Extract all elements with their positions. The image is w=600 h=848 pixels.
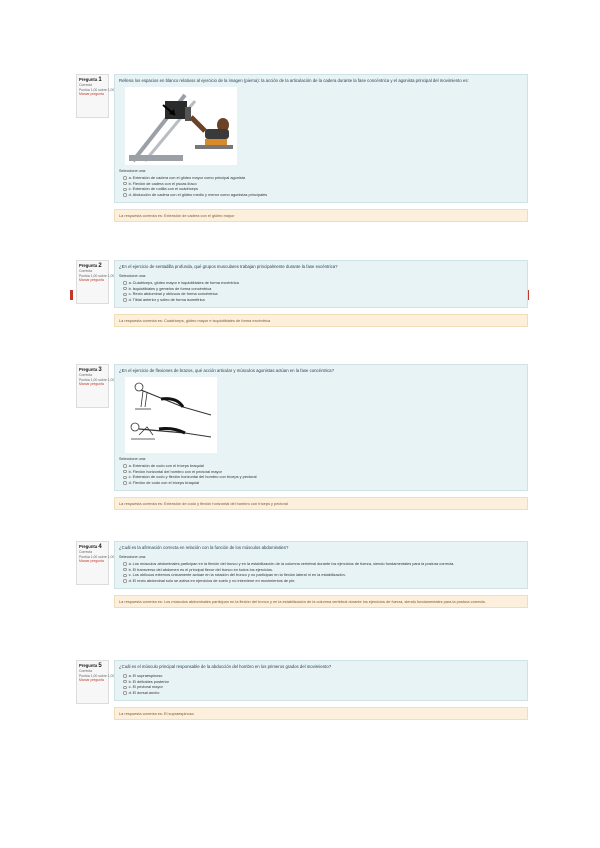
answer-option-b[interactable]: b. Flexión de cadera con el psoas ilíaco (119, 181, 523, 187)
question-1 (76, 74, 528, 254)
radio-button[interactable] (123, 674, 127, 678)
question-score: Puntúa 1,00 sobre 1,00 (79, 87, 115, 92)
question-formulation (114, 260, 528, 308)
question-info (76, 541, 115, 585)
question-2 (76, 260, 528, 340)
answer-option-c[interactable]: c. Recto abdominal y oblicuos de forma concéntrica (119, 291, 523, 297)
radio-button[interactable] (123, 568, 127, 572)
answer-option-a[interactable]: a. Extensión de cadera con el glúteo mayor como principal agonista (119, 175, 523, 181)
question-number: Pregunta 4 (79, 544, 102, 550)
question-formulation (114, 74, 528, 203)
flag-question-link[interactable]: Marcar pregunta (79, 278, 104, 283)
answer-option-a[interactable]: a. Los músculos abdominales participan en la flexión del tronco y en la estabilización de la columna vertebral durante los ejercicios de fuerza, siendo fundamentales para la postura correcta. (119, 561, 523, 567)
answer-options (119, 280, 523, 303)
answer-option-b[interactable]: b. Flexión horizontal del hombro con el pectoral mayor (119, 469, 523, 475)
question-text: Rellena los espacios en blanco relativos al ejercicio de la imagen (pierna): la acción de la articulación de la cadera durante la fase concéntrica y el agonista principal del movimiento es: (119, 78, 469, 83)
answer-option-a[interactable]: a. Cuádriceps, glúteo mayor e isquiotibiales de forma excéntrica (119, 280, 523, 286)
answer-option-d[interactable]: d. El recto abdominal solo se activa en ejercicios de suelo y no interviene en movimientos de pie. (119, 578, 523, 584)
answer-options (119, 673, 523, 696)
correct-answer-feedback: La respuesta correcta es: Cuádriceps, glúteo mayor e isquiotibiales de forma excéntrica (114, 314, 528, 327)
radio-button[interactable] (123, 562, 127, 566)
radio-button[interactable] (123, 481, 127, 485)
question-status: Correcta (79, 83, 93, 87)
answer-option-d[interactable]: d. El dorsal ancho (119, 690, 523, 696)
radio-button[interactable] (123, 298, 127, 302)
leg-press-machine-image (125, 87, 237, 165)
answer-option-a[interactable]: a. El supraespinoso (119, 673, 523, 679)
answer-options (119, 175, 523, 198)
answer-option-b[interactable]: b. Isquiotibiales y gemelos de forma concéntrica (119, 286, 523, 292)
question-status: Correcta (79, 550, 93, 554)
flag-question-link[interactable]: Marcar pregunta (79, 559, 104, 564)
question-formulation (114, 541, 528, 589)
answer-option-c[interactable]: c. Extensión de rodilla con el cuádriceps (119, 186, 523, 192)
radio-button[interactable] (123, 476, 127, 480)
select-label: Seleccione una: (119, 456, 147, 461)
radio-button[interactable] (123, 464, 127, 468)
radio-button[interactable] (123, 193, 127, 197)
question-number: Pregunta 3 (79, 367, 102, 373)
answer-option-c[interactable]: c. Extensión de codo y flexión horizontal del hombro con tríceps y pectoral (119, 474, 523, 480)
question-number: Pregunta 5 (79, 663, 102, 669)
correct-answer-feedback: La respuesta correcta es: El supraespinoso (114, 707, 528, 720)
radio-button[interactable] (123, 182, 127, 186)
question-number: Pregunta 1 (79, 77, 102, 83)
question-text: ¿Cuál es el músculo principal responsable de la abducción del hombro en los primeros grados del movimiento? (119, 664, 332, 669)
question-3 (76, 364, 528, 536)
question-score: Puntúa 1,00 sobre 1,00 (79, 554, 115, 559)
flag-question-link[interactable]: Marcar pregunta (79, 92, 104, 97)
select-label: Seleccione una: (119, 168, 147, 173)
select-label: Seleccione una: (119, 554, 147, 559)
question-formulation (114, 364, 528, 491)
question-text: ¿En el ejercicio de sentadilla profunda, qué grupos musculares trabajan principalmente durante la fase excéntrica? (119, 264, 338, 269)
question-formulation (114, 660, 528, 701)
question-info (76, 364, 115, 408)
radio-button[interactable] (123, 691, 127, 695)
answer-options (119, 561, 523, 584)
answer-option-d[interactable]: d. Abducción de cadera con el glúteo medio y menor como agonistas principales (119, 192, 523, 198)
answer-option-d[interactable]: d. Tibial anterior y sóleo de forma isométrica (119, 297, 523, 303)
answer-option-c[interactable]: c. El pectoral mayor (119, 684, 523, 690)
answer-option-d[interactable]: d. Flexión de codo con el bíceps braquial (119, 480, 523, 486)
question-4 (76, 541, 528, 637)
answer-option-b[interactable]: b. El deltoides posterior (119, 679, 523, 685)
correct-answer-feedback: La respuesta correcta es: Extensión de cadera con el glúteo mayor (114, 209, 528, 222)
radio-button[interactable] (123, 281, 127, 285)
answer-option-b[interactable]: b. El transverso del abdomen es el principal flexor del tronco en todos los ejercicios. (119, 567, 523, 573)
radio-button[interactable] (123, 287, 127, 291)
question-score: Puntúa 1,00 sobre 1,00 (79, 377, 115, 382)
radio-button[interactable] (123, 574, 127, 578)
answer-option-c[interactable]: c. Los oblicuos externos únicamente actúan en la rotación del tronco y no participan en la flexión lateral ni en la estabilización. (119, 572, 523, 578)
radio-button[interactable] (123, 470, 127, 474)
correct-answer-feedback: La respuesta correcta es: Extensión de codo y flexión horizontal del hombro con tríceps y pectoral (114, 497, 528, 510)
radio-button[interactable] (123, 293, 127, 297)
question-status: Correcta (79, 669, 93, 673)
answer-option-a[interactable]: a. Extensión de codo con el tríceps braquial (119, 463, 523, 469)
select-label: Seleccione una: (119, 273, 147, 278)
question-5 (76, 660, 528, 744)
answer-options (119, 463, 523, 486)
radio-button[interactable] (123, 188, 127, 192)
push-up-exercise-image (125, 377, 217, 453)
radio-button[interactable] (123, 579, 127, 583)
question-text: ¿Cuál es la afirmación correcta en relación con la función de los músculos abdominales? (119, 545, 289, 550)
question-number: Pregunta 2 (79, 263, 102, 269)
flag-question-link[interactable]: Marcar pregunta (79, 678, 104, 683)
question-text: ¿En el ejercicio de flexiones de brazos, qué acción articular y músculos agonistas actúan en la fase concéntrica? (119, 368, 334, 373)
question-info (76, 260, 115, 304)
flag-marker (70, 290, 73, 300)
radio-button[interactable] (123, 176, 127, 180)
question-status: Correcta (79, 269, 93, 273)
question-info (76, 74, 115, 118)
question-status: Correcta (79, 373, 93, 377)
question-info (76, 660, 115, 704)
question-score: Puntúa 1,00 sobre 1,00 (79, 673, 115, 678)
correct-answer-feedback: La respuesta correcta es: Los músculos abdominales participan en la flexión del tronco y en la estabilización de la columna vertebral durante los ejercicios de fuerza, siendo fundamentales para la postura correcta. (114, 595, 528, 608)
radio-button[interactable] (123, 680, 127, 684)
flag-question-link[interactable]: Marcar pregunta (79, 382, 104, 387)
question-score: Puntúa 1,00 sobre 1,00 (79, 273, 115, 278)
radio-button[interactable] (123, 686, 127, 690)
